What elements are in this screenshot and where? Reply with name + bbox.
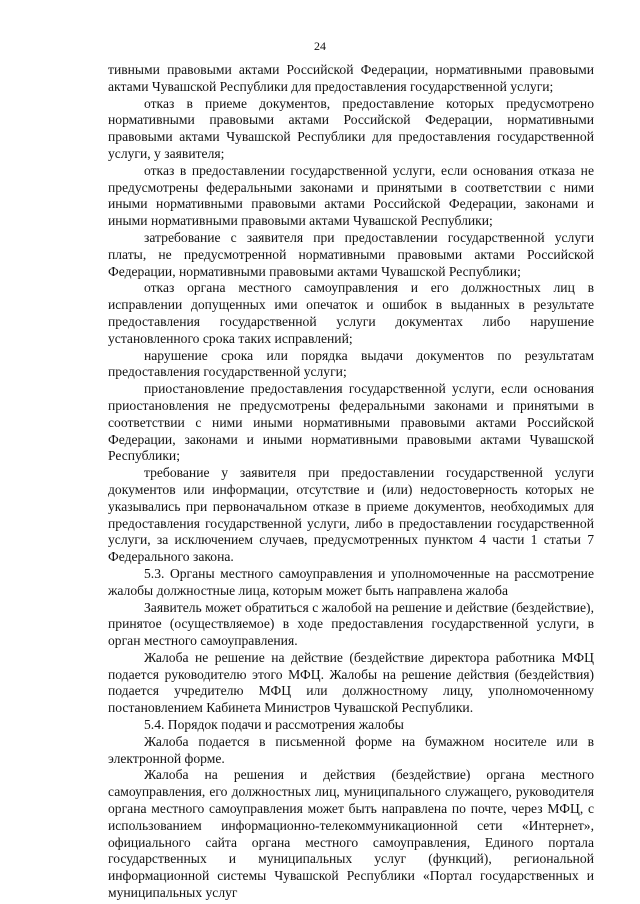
paragraph: отказ органа местного самоуправления и его должностных лиц в исправлении допущенных ими опечаток и ошибок в выданных в результате предоставления государственной услуги документах либо нарушение установленного срока таких исправлений; [108,280,594,346]
paragraph: отказ в предоставлении государственной услуги, если основания отказа не предусмотрены федеральными законами и принятыми в соответствии с ними иными нормативными правовыми актами Российской Федерации, законами и иными нормативными правовыми актами Чувашской Республики; [108,162,594,229]
body-text [108,62,594,902]
section-heading-5-3: 5.3. Органы местного самоуправления и уполномоченные на рассмотрение жалобы должностные лица, которым может быть направлена жалоба [108,565,594,598]
paragraph: требование у заявителя при предоставлении государственной услуги документов или информации, отсутствие и (или) недостоверность которых не указывались при первоначальном отказе в приеме документов, необходимых для предоставления государственной услуги, либо в предоставлении государственной услуги, за исключением случаев, предусмотренных пунктом 4 части 1 статьи 7 Федерального закона. [108,465,594,565]
paragraph: отказ в приеме документов, предоставление которых предусмотрено нормативными правовыми актами Российской Федерации, нормативными правовыми актами Чувашской Республики для предоставления государственной услуги, у заявителя; [108,95,594,161]
section-heading-5-4: 5.4. Порядок подачи и рассмотрения жалобы [144,717,404,733]
paragraph: тивными правовыми актами Российской Федерации, нормативными правовыми актами Чувашской Республики для предоставления государственной услуги; [108,62,594,94]
paragraph: затребование с заявителя при предоставлении государственной услуги платы, не предусмотренной нормативными правовыми актами Российской Федерации, нормативными правовыми актами Чувашской Республики; [108,229,594,279]
paragraph: Жалоба на решения и действия (бездействие) органа местного самоуправления, его должностных лиц, муниципального служащего, руководителя органа местного самоуправления может быть направлена по почте, через МФЦ, с использованием информационно-телекоммуникационной сети «Интернет», официального сайта органа местного самоуправления, Единого портала государственных и муниципальных услуг (функций), региональной информационной системы Чувашской Республики «Портал государственных и муниципальных услуг [108,767,594,901]
paragraph: Жалоба не решение на действие (бездействие директора работника МФЦ подается руководителю этого МФЦ. Жалобы на решение действия (бездействия) подается учредителю МФЦ или должностному лицу, уполномоченному постановлением Кабинета Министров Чувашской Республики. [108,649,594,716]
paragraph: нарушение срока или порядка выдачи документов по результатам предоставления государственной услуги; [108,347,594,380]
paragraph: приостановление предоставления государственной услуги, если основания приостановления не предусмотрены федеральными законами и принятыми в соответствии с ними иными нормативными правовыми актами Российской Федерации, законами и иными нормативными правовыми актами Чувашской Республики; [108,381,594,464]
page-number: 24 [314,39,326,53]
paragraph: Заявитель может обратиться с жалобой на решение и действие (бездействие), принятое (осуществляемое) в ходе предоставления государственной услуги, в орган местного самоуправления. [108,599,594,649]
paragraph: Жалоба подается в письменной форме на бумажном носителе или в электронной форме. [108,733,594,766]
